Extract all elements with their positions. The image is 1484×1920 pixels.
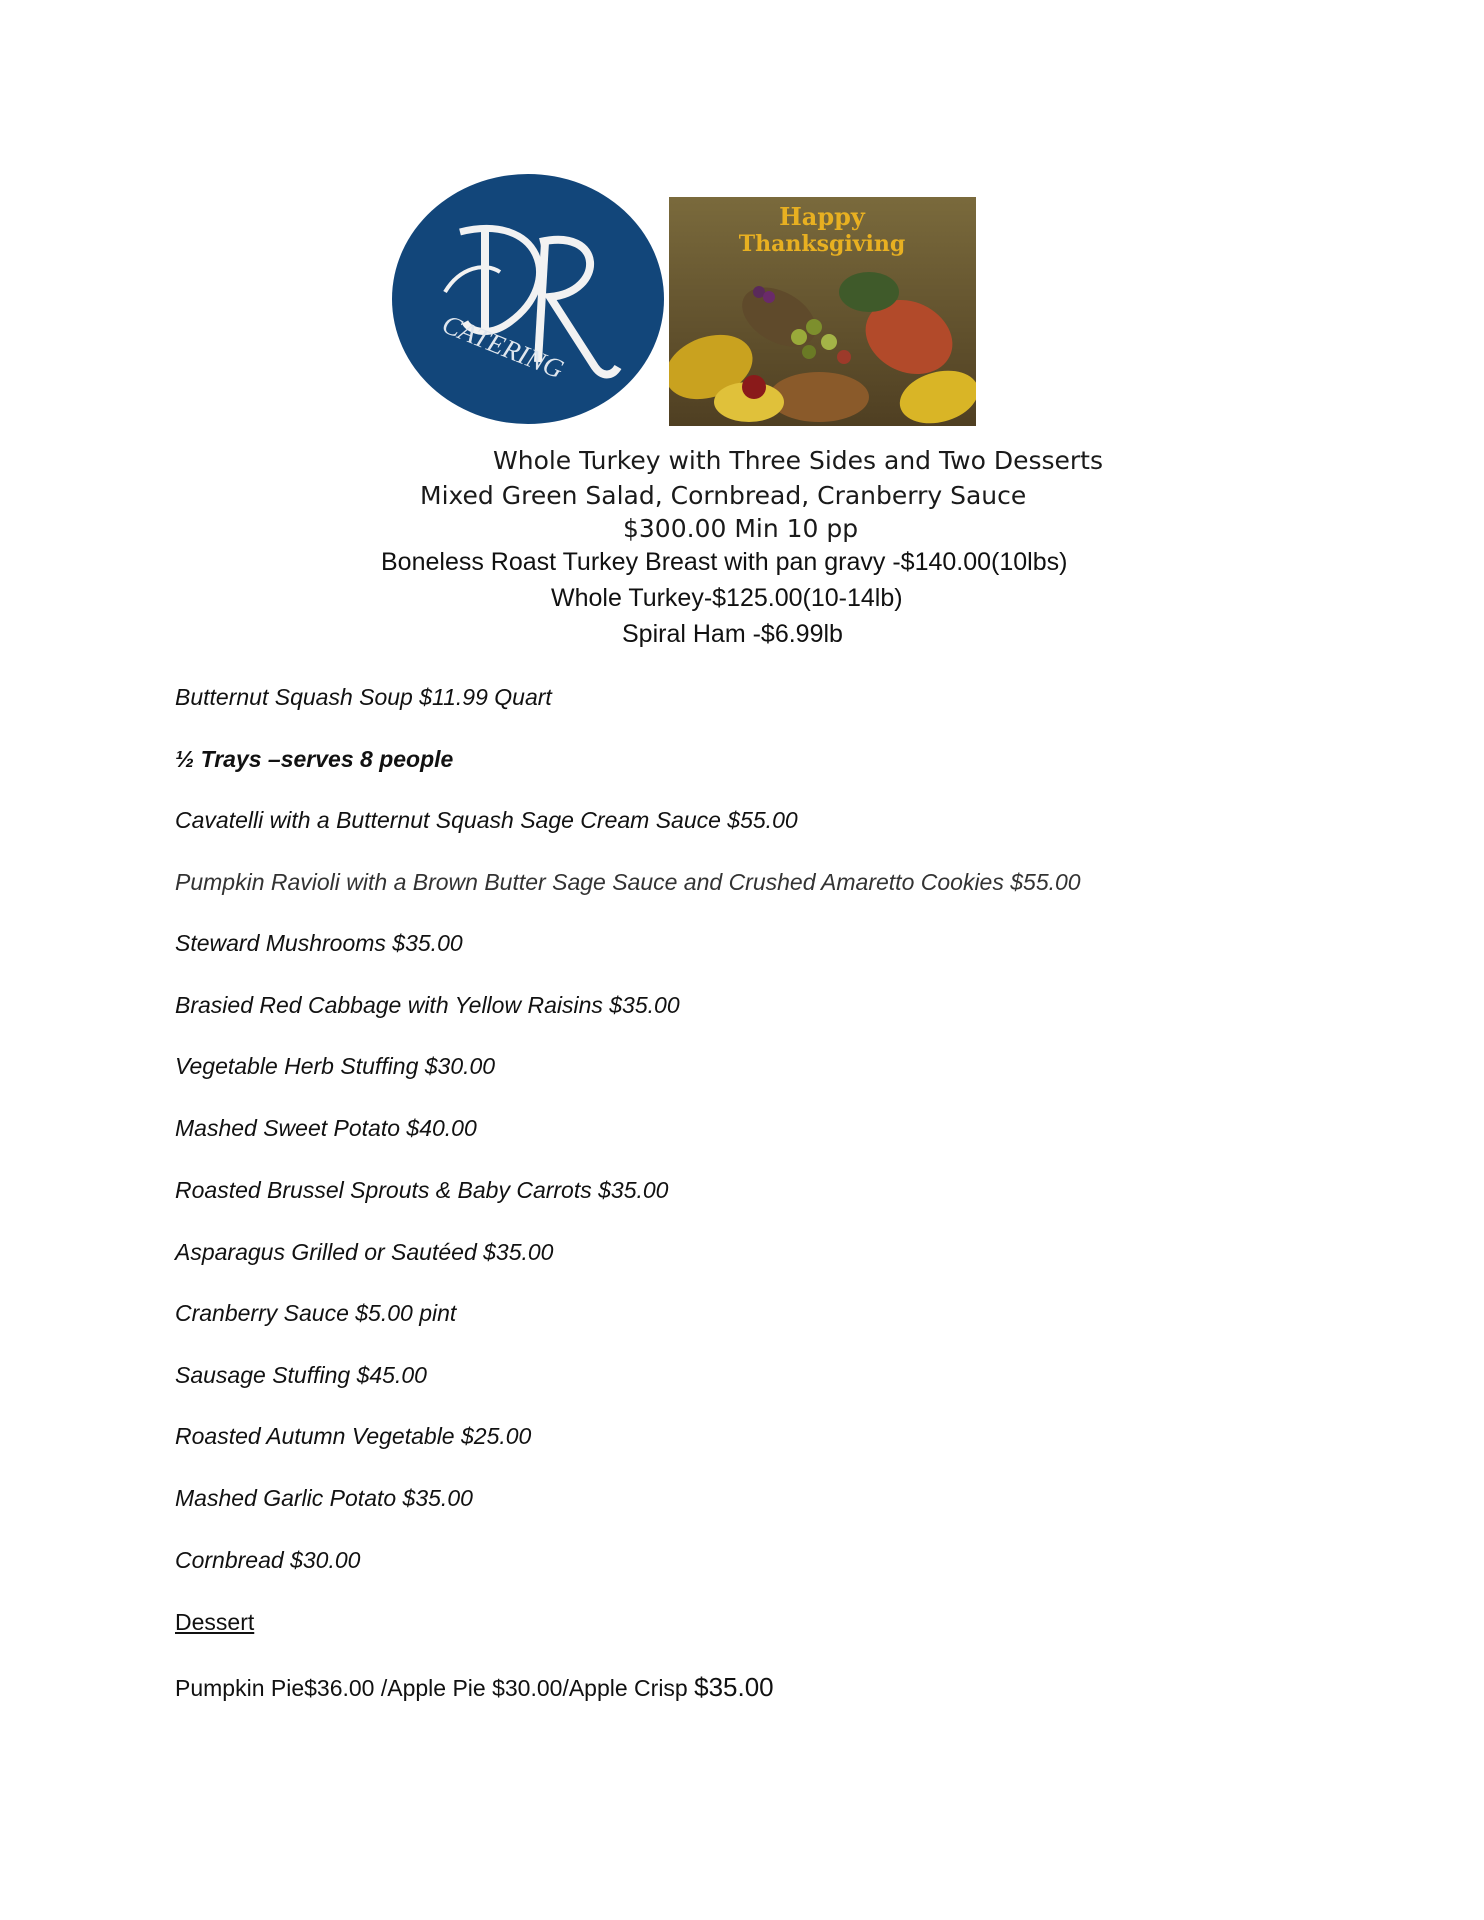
menu-item: Roasted Autumn Vegetable $25.00 <box>175 1423 532 1449</box>
thanksgiving-image <box>669 197 976 426</box>
menu-item: Asparagus Grilled or Sautéed $35.00 <box>175 1239 554 1265</box>
banner-line2: Thanksgiving <box>738 231 906 257</box>
turkey-breast-line: Boneless Roast Turkey Breast with pan gravy -$140.00(10lbs) <box>381 548 1068 576</box>
menu-item: Mashed Sweet Potato $40.00 <box>175 1115 477 1141</box>
apple-crisp-price: $35.00 <box>694 1672 774 1702</box>
dr-catering-logo <box>390 172 666 426</box>
banner-line1: Happy <box>779 202 865 231</box>
package-price: $300.00 Min 10 pp <box>623 514 859 543</box>
package-sides: Mixed Green Salad, Cornbread, Cranberry Sauce <box>420 481 1027 510</box>
package-title: Whole Turkey with Three Sides and Two Desserts <box>493 446 1103 475</box>
menu-item: Pumpkin Ravioli with a Brown Butter Sage Sauce and Crushed Amaretto Cookies $55.00 <box>175 869 1081 895</box>
menu-item: Vegetable Herb Stuffing $30.00 <box>175 1053 496 1079</box>
menu-item: Brasied Red Cabbage with Yellow Raisins $35.00 <box>175 992 680 1018</box>
menu-item: Steward Mushrooms $35.00 <box>175 930 463 956</box>
menu-item: Mashed Garlic Potato $35.00 <box>175 1485 473 1511</box>
dessert-items: Pumpkin Pie$36.00 /Apple Pie $30.00/Apple Crisp <box>175 1675 695 1701</box>
dessert-line <box>175 1674 774 1700</box>
whole-turkey-line: Whole Turkey-$125.00(10-14lb) <box>551 584 903 612</box>
spiral-ham-line: Spiral Ham -$6.99lb <box>622 620 843 648</box>
menu-item: Roasted Brussel Sprouts & Baby Carrots $35.00 <box>175 1177 669 1203</box>
menu-item: Cavatelli with a Butternut Squash Sage Cream Sauce $55.00 <box>175 807 798 833</box>
logo-subtext: CATERING <box>438 308 568 385</box>
soup-item: Butternut Squash Soup $11.99 Quart <box>175 684 552 710</box>
menu-item: Cornbread $30.00 <box>175 1547 361 1573</box>
dessert-heading: Dessert <box>175 1609 255 1635</box>
menu-item: Sausage Stuffing $45.00 <box>175 1362 427 1388</box>
trays-heading: ½ Trays –serves 8 people <box>175 746 454 772</box>
menu-item: Cranberry Sauce $5.00 pint <box>175 1300 457 1326</box>
